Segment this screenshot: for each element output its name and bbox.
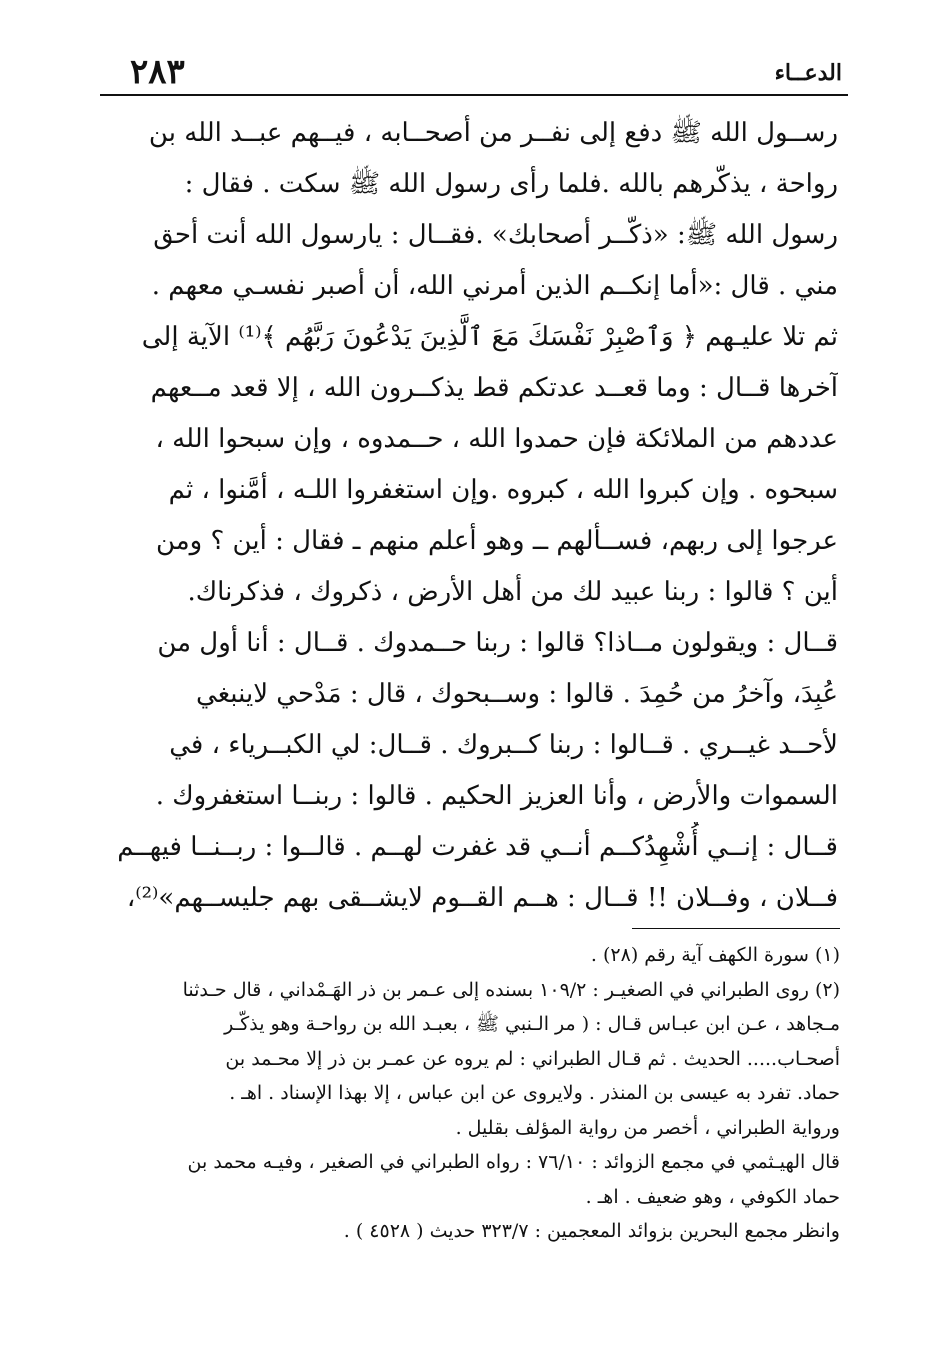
text-line: رســول الله ﷺ دفع إلى نفــر من أصحــابه ، فيــهم عبــد الله بن: [148, 118, 838, 148]
text-line: السموات والأرض ، وأنا العزيز الحكيم . قالوا : ربنــا استغفروك .: [155, 781, 838, 811]
text-line: سبحوه . وإن كبروا الله ، كبروه .وإن استغفروا اللـه ، أمَّنوا ، ثم: [168, 475, 838, 505]
footnote-line: مـجاهد ، عـن ابن عبـاس قـال : ( مر الـنبي ﷺ ، بعبـد الله بن رواحـة وهو يذكّـر: [224, 1013, 840, 1035]
running-title: الدعــاء: [774, 60, 842, 86]
text-line: لأحــد غيــري . قــالوا : ربنا كــبروك . قــال: لي الكبــرياء ، في: [169, 730, 838, 760]
footnotes: [100, 938, 840, 1249]
text-line: ثم تلا عليـهم ﴿ وَٱصْبِرْ نَفْسَكَ مَعَ ٱلَّذِينَ يَدْعُونَ رَبَّهُم ﴾⁽¹⁾ الآية إلى: [141, 322, 838, 352]
text-line: عُبِدَ، وآخرُ من حُمِدَ . قالوا : وســبحوك ، قال : مَدْحي لاينبغي: [196, 679, 838, 709]
header-rule: [100, 94, 848, 96]
text-line: أين ؟ قالوا : ربنا عبيد لك من أهل الأرض ، ذكروك ، فذكرناك.: [187, 577, 838, 607]
footnote-separator: [632, 928, 840, 929]
footnote-line: حماد. تفرد به عيسى بن المنذر . ولايروى عن ابن عباس ، إلا بهذا الإسناد . اهـ .: [229, 1082, 840, 1104]
footnote-line: أصحـاب..... الحديث . ثم قـال الطبراني : لم يروه عن عمـر بن ذر إلا محـمد بن: [225, 1047, 840, 1070]
text-line: عرجوا إلى ربهم، فســألهم ــ وهو أعلم منهم ـ فقال : أين ؟ ومن: [155, 526, 838, 556]
text-line: رواحة ، يذكّرهم بالله .فلما رأى رسول الله ﷺ سكت . فقال :: [184, 169, 838, 199]
footnote-line: ورواية الطبراني ، أخصر من رواية المؤلف بقليل .: [455, 1116, 840, 1139]
text-line: قــال : إنــي أُشْهِدُكــم أنــي قد غفرت لهــم . قالــوا : ربــنــا فيهــم: [117, 832, 838, 862]
page-number: ٢٨٣: [130, 52, 185, 92]
footnote-line: حماد الكوفي ، وهو ضعيف . اهـ .: [585, 1185, 840, 1208]
text-line: فــلان ، وفــلان !! قــال : هــم القــوم لايشــقى بهم جليســهم»⁽²⁾،: [126, 883, 838, 913]
page-header: [100, 52, 842, 92]
footnote-line: (٢) روى الطبراني في الصغيـر : ١٠٩/٢ بسنده إلى عـمر بن ذر الهَـمْداني ، قال حـدثنا: [182, 978, 840, 1001]
text-line: مني . قال :«أما إنكــم الذين أمرني الله، أن أصبر نفسـي معهم .: [151, 271, 838, 301]
main-text: [100, 108, 838, 924]
text-line: قــال : ويقولون مــاذا؟ قالوا : ربنا حــمدوك . قــال : أنا أول من: [157, 628, 838, 658]
text-line: آخرها قــال : وما قعــد عدتكم قط يذكــرون الله ، إلا قعد مــعهم: [150, 373, 838, 403]
text-line: رسول الله ﷺ: «ذكّــر أصحابك» .فقــال : يارسول الله أنت أحق: [153, 220, 838, 250]
footnote-line: وانظر مجمع البحرين بزوائد المعجمين : ٣٢٣/٧ حديث ( ٤٥٢٨ ) .: [343, 1220, 840, 1242]
footnote-line: قال الهيـثمي في مجمع الزوائد : ٧٦/١٠ : رواه الطبراني في الصغير ، وفيـه محمد بن: [187, 1151, 840, 1173]
footnote-line: (١) سورة الكهف آية رقم (٢٨) .: [590, 944, 840, 966]
text-line: عددهم من الملائكة فإن حمدوا الله ، حــمدوه ، وإن سبحوا الله ،: [155, 424, 838, 454]
